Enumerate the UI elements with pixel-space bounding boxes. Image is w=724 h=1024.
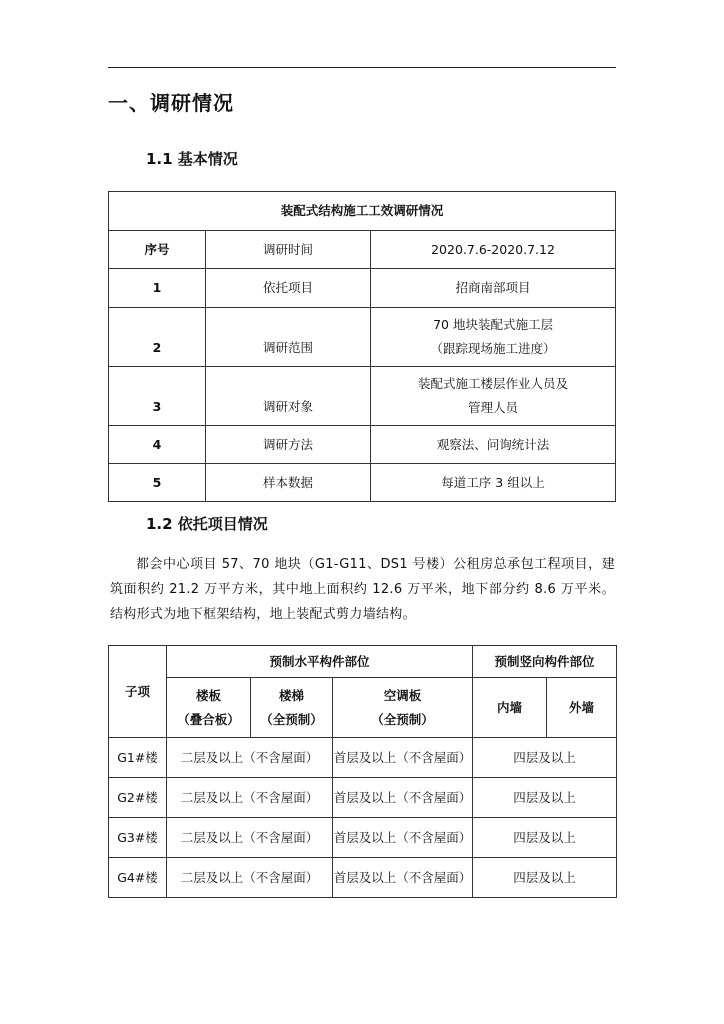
building-name: G2#楼 xyxy=(109,778,167,818)
heading-1: 一、调研情况 xyxy=(108,91,234,115)
horizontal-range-2: 首层及以上（不含屋面） xyxy=(333,778,473,818)
floor-slab-sublabel: （叠合板） xyxy=(177,711,240,727)
header-no: 序号 xyxy=(109,231,206,269)
horizontal-range-1: 二层及以上（不含屋面） xyxy=(167,778,333,818)
horizontal-range-1: 二层及以上（不含屋面） xyxy=(167,738,333,778)
floor-slab-header xyxy=(167,678,251,738)
group-vertical-header: 预制竖向构件部位 xyxy=(473,646,617,678)
row-value: 观察法、问询统计法 xyxy=(371,426,616,464)
row-item: 调研方法 xyxy=(206,426,371,464)
row-no: 5 xyxy=(109,464,206,502)
inner-wall-header: 内墙 xyxy=(473,678,547,738)
row-no: 1 xyxy=(109,269,206,308)
horizontal-range-2: 首层及以上（不含屋面） xyxy=(333,738,473,778)
stair-sublabel: （全预制） xyxy=(260,711,323,727)
col-item-header: 子项 xyxy=(109,646,167,738)
vertical-range: 四层及以上 xyxy=(473,738,617,778)
section-2-title: 1.2 依托项目情况 xyxy=(146,515,268,533)
row-no: 3 xyxy=(109,367,206,426)
horizontal-range-2: 首层及以上（不含屋面） xyxy=(333,858,473,898)
ac-panel-label: 空调板 xyxy=(383,687,422,703)
horizontal-range-1: 二层及以上（不含屋面） xyxy=(167,818,333,858)
row-value-line: 管理人员 xyxy=(468,400,519,415)
survey-table xyxy=(108,191,616,502)
horizontal-range-1: 二层及以上（不含屋面） xyxy=(167,858,333,898)
row-value: 招商南部项目 xyxy=(371,269,616,308)
row-item: 调研范围 xyxy=(206,308,371,367)
row-item: 依托项目 xyxy=(206,269,371,308)
row-value-line: （跟踪现场施工进度） xyxy=(430,341,556,356)
header-time-value: 2020.7.6-2020.7.12 xyxy=(371,231,616,269)
row-value-line: 70 地块装配式施工层 xyxy=(433,317,553,333)
building-name: G1#楼 xyxy=(109,738,167,778)
row-value-line: 装配式施工楼层作业人员及 xyxy=(418,376,569,392)
section-1-title: 1.1 基本情况 xyxy=(146,150,238,168)
stair-header xyxy=(251,678,333,738)
row-no: 4 xyxy=(109,426,206,464)
horizontal-range-2: 首层及以上（不含屋面） xyxy=(333,818,473,858)
vertical-range: 四层及以上 xyxy=(473,858,617,898)
row-item: 样本数据 xyxy=(206,464,371,502)
row-item: 调研对象 xyxy=(206,367,371,426)
ac-panel-header xyxy=(333,678,473,738)
row-value xyxy=(371,367,616,426)
vertical-range: 四层及以上 xyxy=(473,778,617,818)
header-rule xyxy=(108,67,616,68)
project-paragraph: 都会中心项目 57、70 地块（G1-G11、DS1 号楼）公租房总承包工程项目，建筑面积约 21.2 万平方米，其中地上面积约 12.6 万平米，地下部分约 8.6 万平米。结构形式为地下框架结构，地上装配式剪力墙结构。 xyxy=(110,557,615,622)
survey-table-title: 装配式结构施工工效调研情况 xyxy=(109,192,616,231)
ac-panel-sublabel: （全预制） xyxy=(371,711,434,727)
group-horizontal-header: 预制水平构件部位 xyxy=(167,646,473,678)
row-value xyxy=(371,308,616,367)
row-value: 每道工序 3 组以上 xyxy=(371,464,616,502)
outer-wall-header: 外墙 xyxy=(547,678,617,738)
building-name: G3#楼 xyxy=(109,818,167,858)
vertical-range: 四层及以上 xyxy=(473,818,617,858)
header-time-label: 调研时间 xyxy=(206,231,371,269)
stair-label: 楼梯 xyxy=(278,687,304,703)
building-name: G4#楼 xyxy=(109,858,167,898)
component-table xyxy=(108,645,617,898)
floor-slab-label: 楼板 xyxy=(195,687,221,703)
row-no: 2 xyxy=(109,308,206,367)
